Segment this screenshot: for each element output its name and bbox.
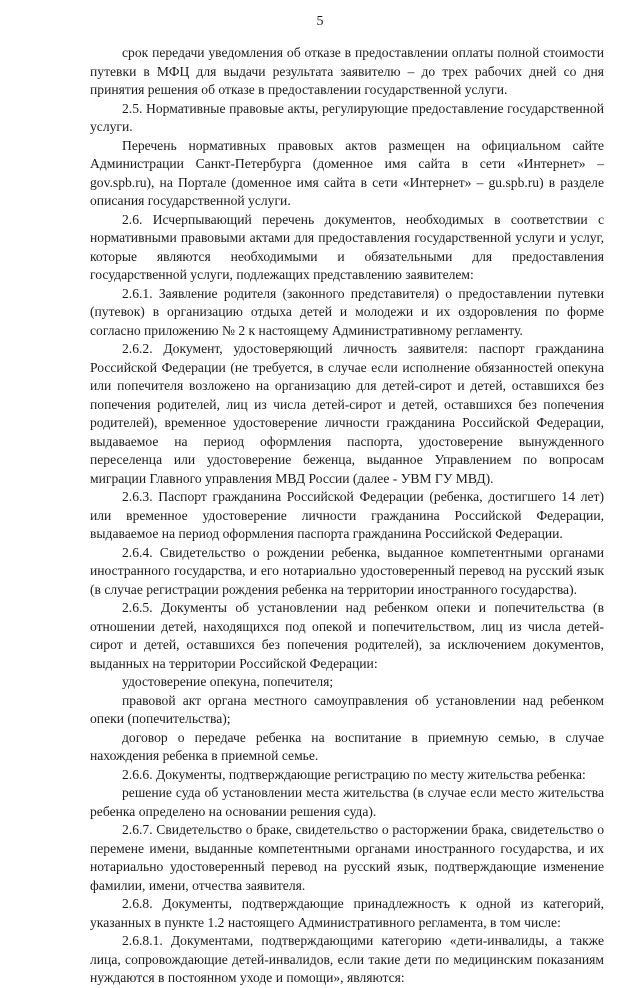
paragraph: 2.6.6. Документы, подтверждающие регистрацию по месту жительства ребенка: bbox=[122, 766, 586, 782]
paragraph: удостоверение опекуна, попечителя; bbox=[122, 674, 334, 689]
paragraph: 2.6. Исчерпывающий перечень документов, необходимых в соответствии с нормативными правовыми актами для предоставления государственной услуги и услуг, которые являются необходимыми и обязательными для предоставления государственной услуги, подлежащих представлению заявителем: bbox=[90, 211, 604, 282]
paragraph: 2.5. Нормативные правовые акты, регулирующие предоставление государственной услуги. bbox=[90, 100, 604, 134]
paragraph: 2.6.4. Свидетельство о рождении ребенка, выданное компетентными органами иностранного государства, и его нотариально удостоверенный перевод на русский язык (в случае регистрации рождения ребенка на территории иностранного государства). bbox=[90, 544, 604, 597]
paragraph: 2.6.1. Заявление родителя (законного представителя) о предоставлении путевки (путевок) в организацию отдыха детей и молодежи и их оздоровления по форме согласно приложению № 2 к настоящему Административному регламенту. bbox=[90, 285, 604, 338]
paragraph: срок передачи уведомления об отказе в предоставлении оплаты полной стоимости путевки в МФЦ для выдачи результата заявителю – до трех рабочих дней со дня принятия решения об отказе в предоставлении государственной услуги. bbox=[90, 45, 604, 97]
paragraph: решение суда об установлении места жительства (в случае если место жительства ребенка определено на основании решения суда). bbox=[90, 785, 604, 819]
document-body bbox=[90, 44, 604, 988]
paragraph: правовой акт органа местного самоуправления об установлении над ребенком опеки (попечительства); bbox=[90, 692, 604, 726]
paragraph: 2.6.8.1. Документами, подтверждающими категорию «дети-инвалиды, а также лица, сопровождающие детей-инвалидов, если такие дети по медицинским показаниям нуждаются в постоянном уходе и помощи», являются: bbox=[90, 933, 604, 985]
paragraph: договор о передаче ребенка на воспитание в приемную семью, в случае нахождения ребенка в приемной семье. bbox=[90, 729, 604, 763]
paragraph: 2.6.5. Документы об установлении над ребенком опеки и попечительства (в отношении детей, находящихся под опекой и попечительством, лиц из числа детей-сирот и детей, оставшихся без попечения родителей), за исключением документов, выданных на территории Российской Федерации: bbox=[90, 600, 604, 671]
page-number: 5 bbox=[316, 14, 324, 29]
paragraph: 2.6.3. Паспорт гражданина Российской Федерации (ребенка, достигшего 14 лет) или временное удостоверение личности гражданина Российской Федерации, выдаваемое на период оформления паспорта гражданина Российской Федерации. bbox=[90, 489, 604, 541]
paragraph: Перечень нормативных правовых актов размещен на официальном сайте Администрации Санкт-Петербурга (доменное имя сайта в сети «Интернет» – gov.spb.ru), на Портале (доменное имя сайта в сети «Интернет» – gu.spb.ru) в разделе описания государственной услуги. bbox=[90, 137, 604, 208]
paragraph: 2.6.2. Документ, удостоверяющий личность заявителя: паспорт гражданина Российской Федерации (не требуется, в случае если исполнение обязанностей опекуна или попечителя возложено на организацию для детей-сирот и детей, оставшихся без попечения родителей, лиц из числа детей-сирот и детей, оставшихся без попечения родителей), временное удостоверение личности гражданина Российской Федерации, выдаваемое на период оформления паспорта, удостоверение вынужденного переселенца или удостоверение беженца, выданное Управлением по вопросам миграции Главного управления МВД России (далее - УВМ ГУ МВД). bbox=[90, 341, 604, 486]
paragraph: 2.6.8. Документы, подтверждающие принадлежность к одной из категорий, указанных в пункте 1.2 настоящего Административного регламента, в том числе: bbox=[90, 896, 604, 930]
paragraph: 2.6.7. Свидетельство о браке, свидетельство о расторжении брака, свидетельство о перемене имени, выданные компетентными органами иностранного государства, и их нотариально удостоверенный перевод на русский язык, подтверждающие изменение фамилии, имени, отчества заявителя. bbox=[90, 822, 604, 893]
